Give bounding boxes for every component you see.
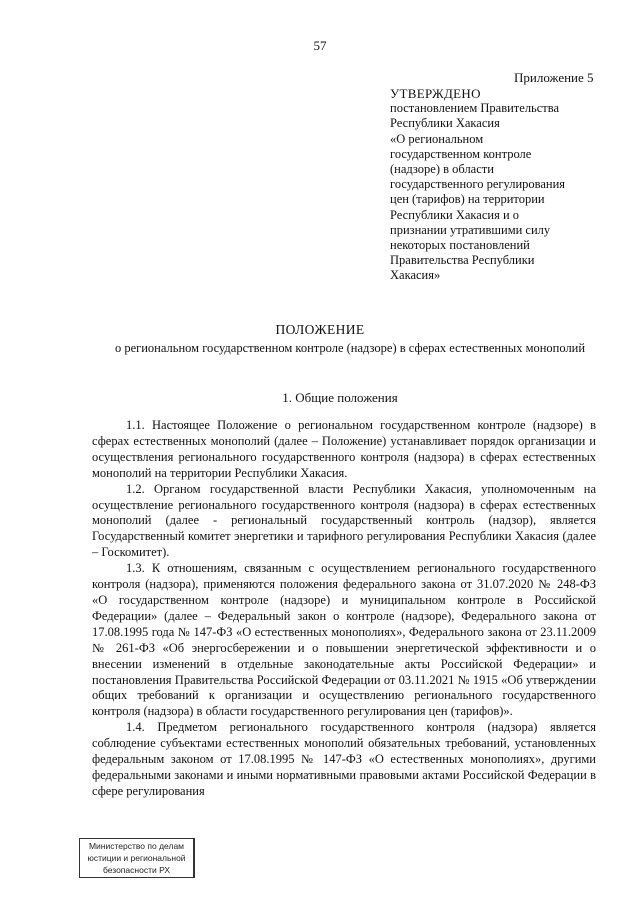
approval-line: Правительства Республики xyxy=(390,253,535,268)
registration-stamp xyxy=(79,838,193,878)
approval-line: Хакасия» xyxy=(390,268,441,283)
approval-line: некоторых постановлений xyxy=(390,238,530,253)
approval-line: государственном контроле xyxy=(390,146,532,161)
section-heading: 1. Общие положения xyxy=(282,390,398,405)
approval-line: постановлением Правительства xyxy=(390,101,560,116)
approval-block xyxy=(390,86,605,284)
paragraph-1-4: 1.4. Предметом регионального государственного контроля (надзора) является соблюдение субъектами естественных монополий обязательных требований, установленных федеральным законом от 17.08.1995 № 147-ФЗ «О естественных монополиях», другими федеральными законами и иными нормативными правовыми актами Российской Федерации в сфере регулирования xyxy=(92,720,596,798)
approval-line: государственного регулирования xyxy=(390,177,566,192)
approval-line: (надзоре) в области xyxy=(390,162,494,177)
approval-line: цен (тарифов) на территории xyxy=(390,192,545,207)
paragraph-1-1: 1.1. Настоящее Положение о региональном государственном контроле (надзоре) в сферах естественных монополий (далее – Положение) устанавливает порядок организации и осуществления регионального государственного контроля (надзора) в сферах естественных монополий на территории Республики Хакасия. xyxy=(92,418,596,480)
document-subtitle: о региональном государственном контроле (надзоре) в сферах естественных монополий xyxy=(114,341,586,355)
stamp-line: юстиции и региональной xyxy=(87,853,186,863)
stamp-border-edge xyxy=(193,838,195,878)
document-title: ПОЛОЖЕНИЕ xyxy=(275,322,365,337)
approval-line: Республики Хакасия и о xyxy=(390,207,520,222)
approval-line: «О региональном xyxy=(390,131,484,146)
page-number: 57 xyxy=(313,38,327,53)
stamp-line: Министерство по делам xyxy=(88,841,185,851)
paragraph-1-2: 1.2. Органом государственной власти Республики Хакасия, уполномоченным на осуществление регионального государственного контроля (надзора) в сферах естественных монополий (далее - региональный государственный контроль (надзор), является Государственный комитет энергетики и тарифного регулирования Республики Хакасия (далее – Госкомитет). xyxy=(92,481,596,560)
approval-heading: УТВЕРЖДЕНО xyxy=(390,86,481,101)
stamp-line: безопасности РХ xyxy=(102,865,171,875)
approval-line: Республики Хакасия xyxy=(390,116,500,131)
paragraph-1-3: 1.3. К отношениям, связанным с осуществлением регионального государственного контроля (надзора), применяются положения федерального закона от 31.07.2020 № 248-ФЗ «О государственном контроле (надзоре) и муниципальном контроле в Российской Федерации» (далее – Федеральный закон о контроле (надзоре), Федерального закона от 17.08.1995 года № 147-ФЗ «О естественных монополиях», Федерального закона от 23.11.2009 № 261-ФЗ «Об энергосбережении и о повышении энергетической эффективности и о внесении изменений в отдельные законодательные акты Российской Федерации» и постановления Правительства Российской Федерации от 03.11.2021 № 1915 «Об утверждении общих требований к организации и осуществлению регионального государственного контроля (надзора) в области государственного регулирования цен (тарифов)». xyxy=(92,561,596,719)
document-body xyxy=(92,418,596,800)
appendix-label: Приложение 5 xyxy=(514,70,594,85)
approval-line: признании утратившими силу xyxy=(390,222,551,237)
